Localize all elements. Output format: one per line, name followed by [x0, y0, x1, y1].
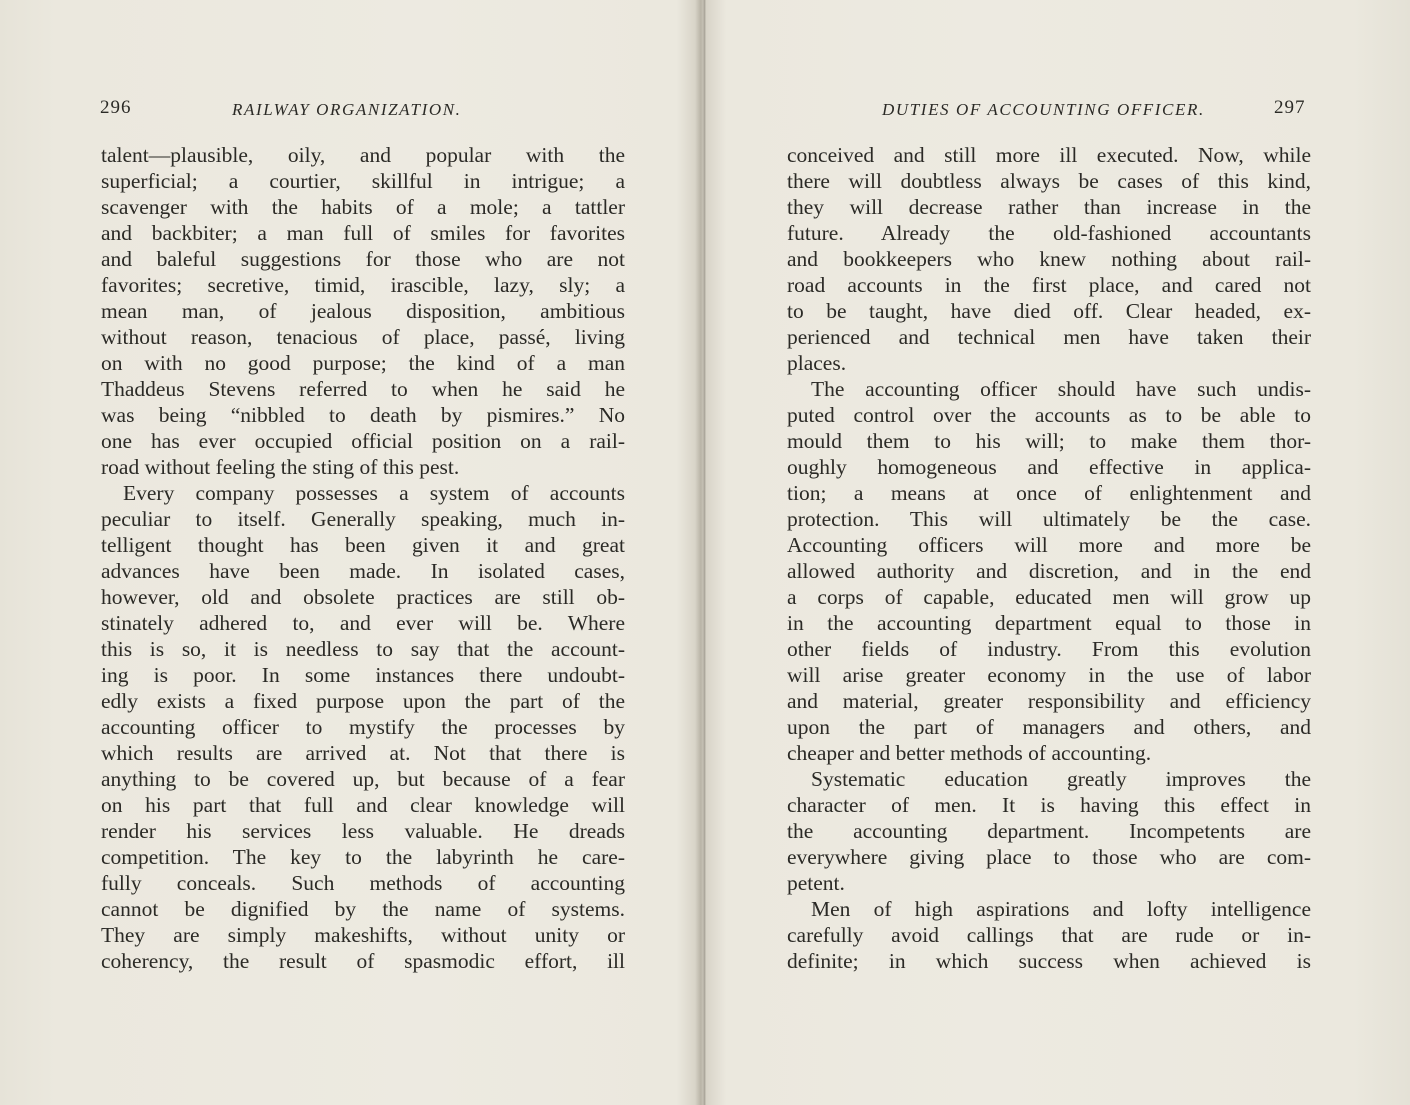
text-line: edly exists a fixed purpose upon the part of the: [101, 689, 625, 713]
left-page: [0, 0, 703, 1105]
left-running-title: RAILWAY ORGANIZATION.: [232, 100, 462, 119]
text-line: protection. This will ultimately be the case.: [787, 507, 1311, 531]
text-line: however, old and obsolete practices are still ob-: [101, 585, 625, 609]
text-line: talent—plausible, oily, and popular with the: [101, 143, 625, 167]
text-line: superficial; a courtier, skillful in intrigue; a: [101, 169, 625, 193]
text-line: allowed authority and discretion, and in the end: [787, 559, 1311, 583]
paragraph-start-line: Men of high aspirations and lofty intelligence: [811, 897, 1311, 921]
text-line: upon the part of managers and others, and: [787, 715, 1311, 739]
text-line: to be taught, have died off. Clear headed, ex-: [787, 299, 1311, 323]
text-line: was being “nibbled to death by pismires.” No: [101, 403, 625, 427]
text-line: telligent thought has been given it and great: [101, 533, 625, 557]
text-line: places.: [787, 351, 847, 375]
text-line: coherency, the result of spasmodic effort, ill: [101, 949, 625, 973]
text-line: Thaddeus Stevens referred to when he said he: [101, 377, 625, 401]
text-line: character of men. It is having this effect in: [787, 793, 1311, 817]
text-line: and backbiter; a man full of smiles for favorites: [101, 221, 625, 245]
left-body-text: [101, 142, 625, 974]
text-line: favorites; secretive, timid, irascible, lazy, sly; a: [101, 273, 625, 297]
text-line: perienced and technical men have taken their: [787, 325, 1311, 349]
text-line: They are simply makeshifts, without unity or: [101, 923, 625, 947]
text-line: in the accounting department equal to those in: [787, 611, 1311, 635]
right-page-number: 297: [1274, 97, 1306, 118]
text-line: road without feeling the sting of this pest.: [101, 455, 460, 479]
text-line: conceived and still more ill executed. Now, while: [787, 143, 1311, 167]
text-line: this is so, it is needless to say that the account-: [101, 637, 625, 661]
text-line: definite; in which success when achieved is: [787, 949, 1311, 973]
text-line: on his part that full and clear knowledge will: [101, 793, 625, 817]
paragraph-start-line: Every company possesses a system of accounts: [123, 481, 625, 505]
text-line: scavenger with the habits of a mole; a tattler: [101, 195, 625, 219]
text-line: mould them to his will; to make them thor-: [787, 429, 1311, 453]
text-line: there will doubtless always be cases of this kind,: [787, 169, 1311, 193]
text-line: carefully avoid callings that are rude or in-: [787, 923, 1311, 947]
text-line: oughly homogeneous and effective in applica-: [787, 455, 1311, 479]
text-line: stinately adhered to, and ever will be. Where: [101, 611, 625, 635]
text-line: advances have been made. In isolated cases,: [101, 559, 625, 583]
text-line: and baleful suggestions for those who are not: [101, 247, 625, 271]
text-line: they will decrease rather than increase in the: [787, 195, 1311, 219]
text-line: on with no good purpose; the kind of a man: [101, 351, 625, 375]
text-line: mean man, of jealous disposition, ambitious: [101, 299, 625, 323]
text-line: future. Already the old-fashioned accountants: [787, 221, 1311, 245]
text-line: cheaper and better methods of accounting.: [787, 741, 1152, 765]
text-line: road accounts in the first place, and cared not: [787, 273, 1311, 297]
text-line: a corps of capable, educated men will grow up: [787, 585, 1311, 609]
paragraph-start-line: The accounting officer should have such undis-: [811, 377, 1311, 401]
text-line: cannot be dignified by the name of systems.: [101, 897, 625, 921]
text-line: puted control over the accounts as to be able to: [787, 403, 1311, 427]
right-page: [706, 0, 1410, 1105]
text-line: one has ever occupied official position on a rail-: [101, 429, 625, 453]
text-line: render his services less valuable. He dreads: [101, 819, 625, 843]
text-line: Accounting officers will more and more be: [787, 533, 1311, 557]
text-line: anything to be covered up, but because of a fear: [101, 767, 625, 791]
text-line: fully conceals. Such methods of accounting: [101, 871, 625, 895]
text-line: peculiar to itself. Generally speaking, much in-: [101, 507, 625, 531]
text-line: and material, greater responsibility and efficiency: [787, 689, 1311, 713]
text-line: tion; a means at once of enlightenment and: [787, 481, 1311, 505]
text-line: without reason, tenacious of place, passé, living: [101, 325, 625, 349]
paragraph-start-line: Systematic education greatly improves the: [811, 767, 1311, 791]
text-line: petent.: [787, 871, 845, 895]
right-running-title: DUTIES OF ACCOUNTING OFFICER.: [882, 100, 1205, 119]
text-line: competition. The key to the labyrinth he care-: [101, 845, 625, 869]
text-line: which results are arrived at. Not that there is: [101, 741, 625, 765]
text-line: other fields of industry. From this evolution: [787, 637, 1311, 661]
right-body-text: [787, 142, 1311, 974]
text-line: and bookkeepers who knew nothing about rail-: [787, 247, 1311, 271]
text-line: the accounting department. Incompetents are: [787, 819, 1311, 843]
text-line: accounting officer to mystify the processes by: [101, 715, 625, 739]
text-line: ing is poor. In some instances there undoubt-: [101, 663, 625, 687]
left-page-number: 296: [100, 97, 132, 118]
text-line: will arise greater economy in the use of labor: [787, 663, 1311, 687]
text-line: everywhere giving place to those who are com-: [787, 845, 1311, 869]
